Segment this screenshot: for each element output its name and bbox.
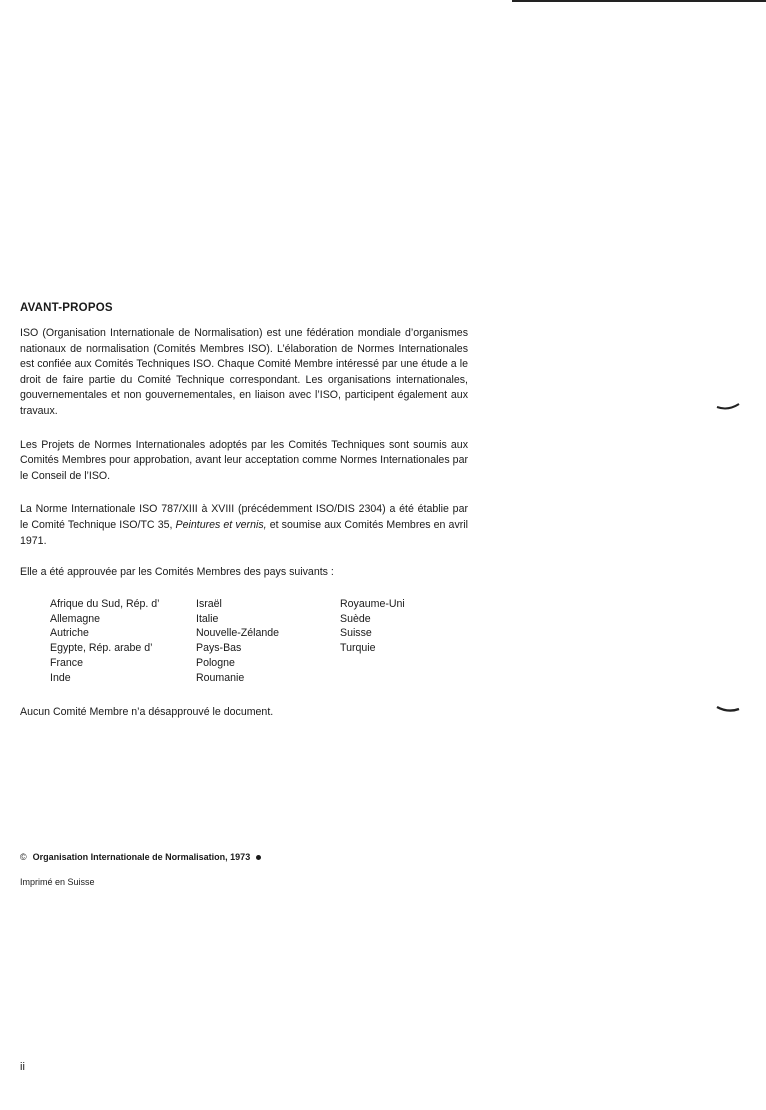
foreword-heading: AVANT-PROPOS bbox=[20, 302, 113, 314]
country-item: Israël bbox=[196, 597, 222, 610]
paragraph-draft-standards: Les Projets de Normes Internationales adoptés par les Comités Techniques sont soumis aux Comités Membres pour approbation, avant leur acceptation comme Normes Internationales par le Conseil de l’ISO. bbox=[20, 438, 468, 482]
committee-subject: Peintures et vernis, bbox=[175, 518, 267, 531]
country-column-3 bbox=[340, 597, 490, 656]
country-item: Pologne bbox=[196, 656, 235, 669]
country-item: Autriche bbox=[50, 627, 89, 640]
country-column-2 bbox=[196, 597, 346, 686]
country-item: Italie bbox=[196, 612, 219, 625]
paragraph-iso-intro: ISO (Organisation Internationale de Normalisation) est une fédération mondiale d’organismes nationaux de normalisation (Comités Membres ISO). L’élaboration de Normes Internationales est confiée aux Comités Techniques ISO. Chaque Comité Membre intéressé par une étude a le droit de faire partie du Comité Technique correspondant. Les organisations internationales, gouvernementales et non gouvernementales, en liaison avec l’ISO, participent également aux travaux. bbox=[20, 327, 468, 417]
country-column-1 bbox=[50, 597, 200, 686]
closing-statement: Aucun Comité Membre n’a désapprouvé le document. bbox=[20, 705, 274, 718]
country-item: Afrique du Sud, Rép. d’ bbox=[50, 597, 160, 610]
paragraph-approval: Elle a été approuvée par les Comités Membres des pays suivants : bbox=[20, 566, 334, 579]
country-list bbox=[50, 597, 468, 689]
country-item: Pays-Bas bbox=[196, 642, 242, 655]
copyright-line bbox=[20, 852, 261, 862]
country-item: Nouvelle-Zélande bbox=[196, 627, 280, 640]
country-item: Inde bbox=[50, 671, 71, 684]
page-number: ii bbox=[20, 1061, 25, 1073]
country-item: Suède bbox=[340, 612, 371, 625]
top-rule bbox=[512, 0, 766, 2]
country-item: Allemagne bbox=[50, 612, 101, 625]
copyright-text: Organisation Internationale de Normalisation, 1973 bbox=[32, 852, 251, 862]
bullet-icon bbox=[256, 855, 261, 860]
copyright-symbol: © bbox=[20, 852, 27, 862]
country-item: Turquie bbox=[340, 642, 376, 655]
paragraph-standard-origin bbox=[20, 502, 468, 549]
country-item: Suisse bbox=[340, 627, 372, 640]
country-item: Roumanie bbox=[196, 671, 245, 684]
origin-text-start: La Norme Internationale ISO 787/XIII à XVIII (précédemment ISO/DIS 2304) a été établie par le Comité Technique ISO/TC 35, bbox=[20, 503, 468, 531]
margin-mark-icon bbox=[716, 402, 740, 412]
origin-text-end: et soumise aux Comités Membres en avril 1971. bbox=[20, 518, 468, 547]
country-item: Egypte, Rép. arabe d’ bbox=[50, 642, 153, 655]
foreword-section bbox=[20, 302, 468, 720]
country-item: France bbox=[50, 656, 83, 669]
printed-in: Imprimé en Suisse bbox=[20, 877, 95, 887]
margin-mark-icon bbox=[716, 704, 740, 714]
country-item: Royaume-Uni bbox=[340, 597, 405, 610]
